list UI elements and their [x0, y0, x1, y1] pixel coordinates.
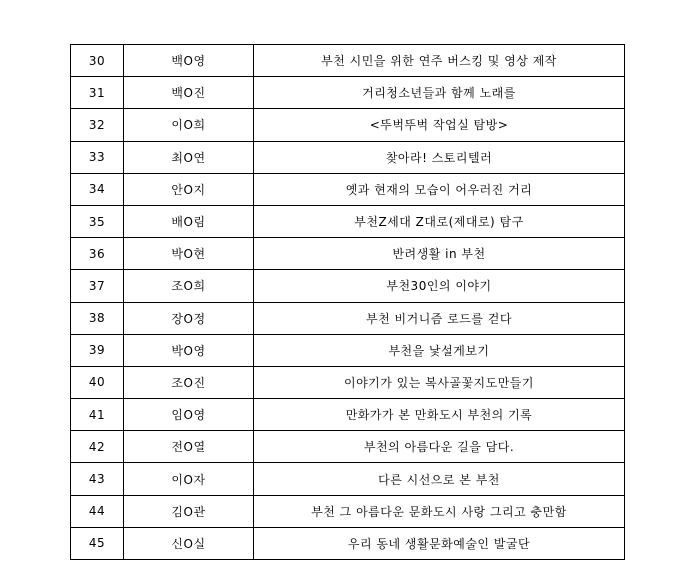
row-number-cell: 37	[71, 270, 124, 302]
row-title-cell: 다른 시선으로 본 부천	[254, 463, 625, 495]
table-row	[71, 238, 625, 270]
row-name-cell: 백O진	[124, 77, 254, 109]
row-number-cell: 44	[71, 495, 124, 527]
row-title-cell: 부천 비거니즘 로드를 걷다	[254, 302, 625, 334]
row-name-cell: 안O지	[124, 173, 254, 205]
row-title-cell: 만화가가 본 만화도시 부천의 기록	[254, 399, 625, 431]
row-number-cell: 34	[71, 173, 124, 205]
row-name-cell: 박O현	[124, 238, 254, 270]
row-title-cell: 부천 시민을 위한 연주 버스킹 및 영상 제작	[254, 45, 625, 77]
row-title-cell: 거리청소년들과 함께 노래를	[254, 77, 625, 109]
table-row	[71, 173, 625, 205]
row-number-cell: 31	[71, 77, 124, 109]
table-row	[71, 109, 625, 141]
table-row	[71, 302, 625, 334]
row-number-cell: 35	[71, 205, 124, 237]
row-name-cell: 신O실	[124, 527, 254, 559]
row-number-cell: 41	[71, 399, 124, 431]
row-name-cell: 장O정	[124, 302, 254, 334]
row-title-cell: 부천 그 아름다운 문화도시 사랑 그리고 충만함	[254, 495, 625, 527]
project-table-body	[71, 45, 625, 560]
row-name-cell: 조O희	[124, 270, 254, 302]
table-row	[71, 463, 625, 495]
table-row	[71, 527, 625, 559]
row-title-cell: 우리 동네 생활문화예술인 발굴단	[254, 527, 625, 559]
row-title-cell: 옛과 현재의 모습이 어우러진 거리	[254, 173, 625, 205]
row-name-cell: 김O관	[124, 495, 254, 527]
row-number-cell: 33	[71, 141, 124, 173]
table-row	[71, 334, 625, 366]
row-number-cell: 42	[71, 431, 124, 463]
table-row	[71, 45, 625, 77]
table-row	[71, 205, 625, 237]
row-name-cell: 최O연	[124, 141, 254, 173]
row-number-cell: 30	[71, 45, 124, 77]
project-table-container	[70, 44, 625, 560]
row-number-cell: 32	[71, 109, 124, 141]
row-name-cell: 이O희	[124, 109, 254, 141]
row-number-cell: 45	[71, 527, 124, 559]
row-title-cell: 부천의 아름다운 길을 담다.	[254, 431, 625, 463]
row-title-cell: 부천Z세대 Z대로(제대로) 탐구	[254, 205, 625, 237]
row-title-cell: 이야기가 있는 복사골꽃지도만들기	[254, 366, 625, 398]
row-number-cell: 38	[71, 302, 124, 334]
table-row	[71, 495, 625, 527]
row-title-cell: <뚜벅뚜벅 작업실 탐방>	[254, 109, 625, 141]
row-name-cell: 임O영	[124, 399, 254, 431]
row-title-cell: 부천을 낯설게보기	[254, 334, 625, 366]
row-title-cell: 찾아라! 스토리텔러	[254, 141, 625, 173]
table-row	[71, 399, 625, 431]
project-table	[70, 44, 625, 560]
table-row	[71, 141, 625, 173]
row-name-cell: 조O진	[124, 366, 254, 398]
row-number-cell: 43	[71, 463, 124, 495]
row-number-cell: 39	[71, 334, 124, 366]
row-number-cell: 36	[71, 238, 124, 270]
row-title-cell: 반려생활 in 부천	[254, 238, 625, 270]
row-name-cell: 전O열	[124, 431, 254, 463]
row-name-cell: 이O자	[124, 463, 254, 495]
row-name-cell: 백O영	[124, 45, 254, 77]
row-title-cell: 부천30인의 이야기	[254, 270, 625, 302]
table-row	[71, 270, 625, 302]
row-name-cell: 배O림	[124, 205, 254, 237]
table-row	[71, 366, 625, 398]
row-number-cell: 40	[71, 366, 124, 398]
table-row	[71, 431, 625, 463]
row-name-cell: 박O영	[124, 334, 254, 366]
table-row	[71, 77, 625, 109]
